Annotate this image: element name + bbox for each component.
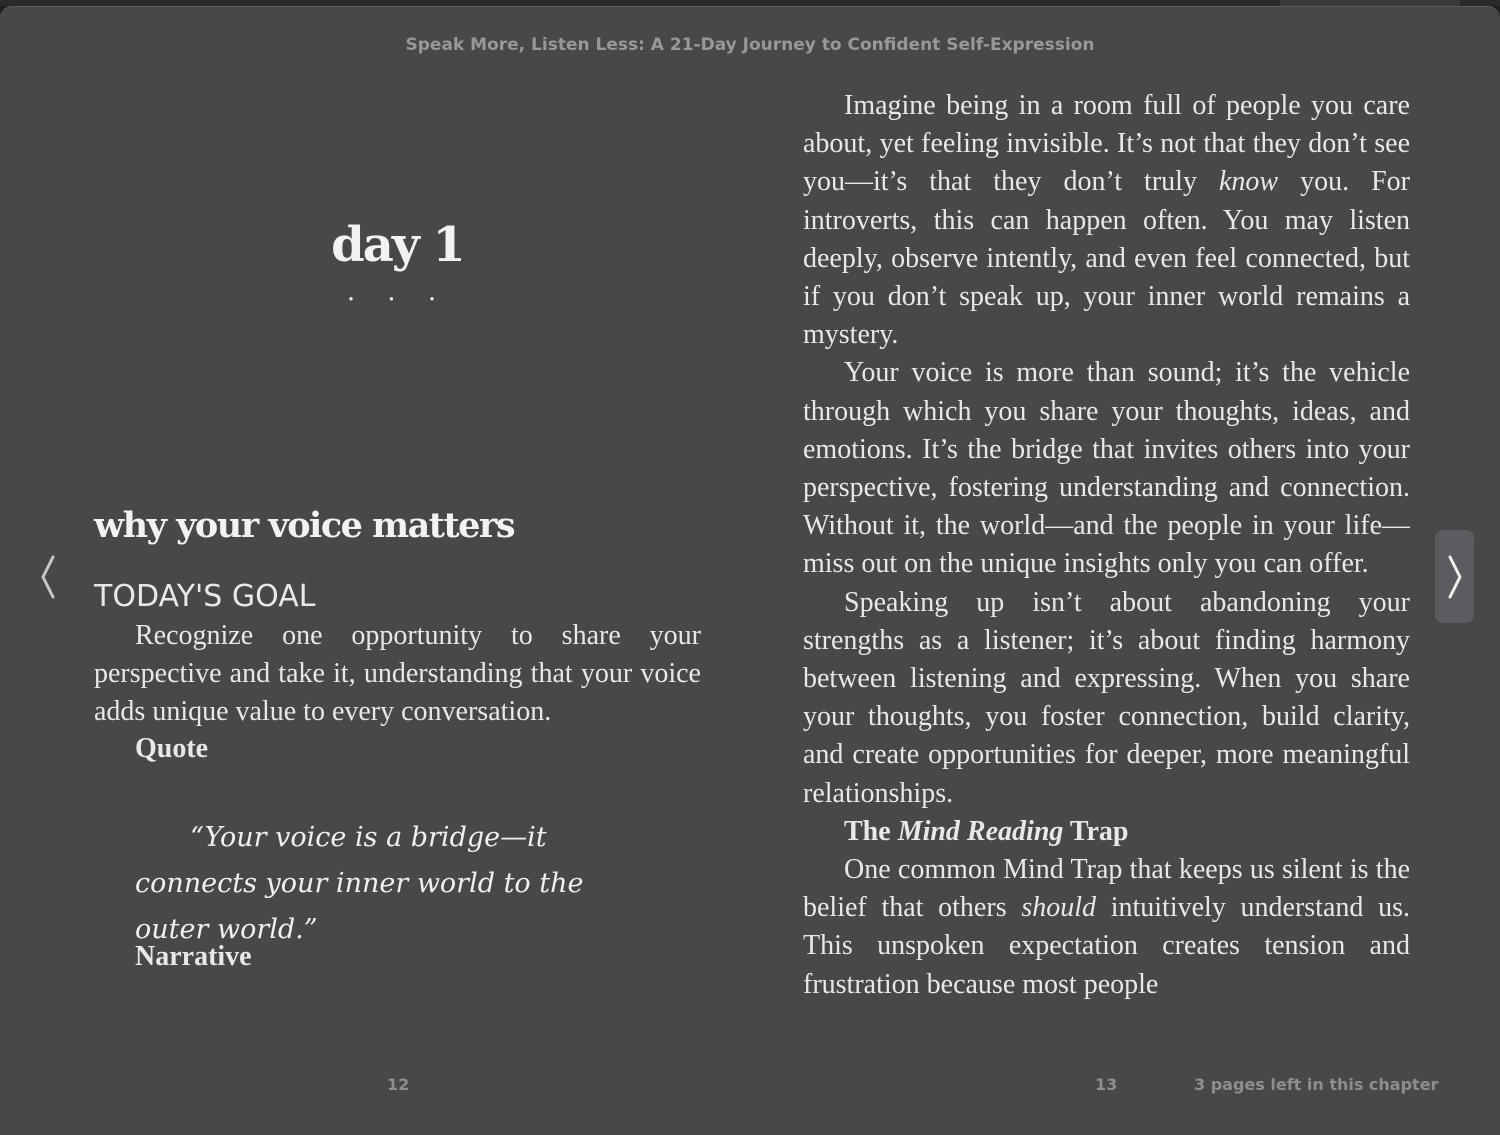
right-page-number: 13 — [1095, 1075, 1118, 1094]
quote-label: Quote — [135, 733, 209, 764]
paragraph-4-emphasis: should — [1021, 892, 1096, 924]
paragraph-1-text-b: you. For introverts, this can happen often. You may listen deeply, observe intently, and even feel connected, but if you don’t speak up, your inner world remains a mystery. — [803, 166, 1410, 351]
goal-text: Recognize one opportunity to share your perspective and take it, understanding that your voice adds unique value to every conversation. — [94, 620, 701, 728]
paragraph-1 — [803, 87, 1410, 354]
chevron-right-icon — [1445, 554, 1465, 600]
quote-text: “Your voice is a bridge—it connects your inner world to the outer world.” — [135, 822, 584, 945]
paragraph-3: Speaking up isn’t about abandoning your strengths as a listener; it’s about finding harmony between listening and expressing. When you share your thoughts, you foster connection, build clarity, and create opportunities for deeper, more meaningful relationships. — [803, 586, 1410, 809]
goal-heading: TODAY'S GOAL — [94, 579, 316, 614]
subheading-mind-reading-trap — [803, 813, 1410, 851]
paragraph-4-text-a: One common Mind Trap that keeps us silent is the belief that others — [803, 854, 1410, 924]
next-page-button[interactable] — [1435, 530, 1474, 623]
ornament-dots: · · · — [346, 285, 449, 315]
paragraph-1-text-a: Imagine being in a room full of people you care about, yet feeling invisible. It’s not that they don’t see you—it’s that they don’t truly — [803, 90, 1410, 198]
section-title: why your voice matters — [94, 505, 515, 546]
previous-page-button[interactable] — [28, 547, 68, 607]
left-page — [94, 67, 701, 1057]
day-title: day 1 — [331, 217, 464, 273]
right-page — [803, 87, 1410, 1047]
paragraph-4-text-b: intuitively understand us. This unspoken expectation creates tension and frustration because most people — [803, 892, 1410, 1000]
left-page-number: 12 — [387, 1075, 410, 1094]
subheading-text-b: Trap — [1063, 815, 1129, 847]
paragraph-1-emphasis: know — [1218, 166, 1279, 198]
subheading-text-a: The — [844, 815, 898, 847]
reader-window — [0, 6, 1500, 1135]
paragraph-2: Your voice is more than sound; it’s the vehicle through which you share your thoughts, ideas, and emotions. It’s the bridge that invites others into your perspective, fostering understanding and connection. Without it, the world—and the people in your life—miss out on the unique insights only you can offer. — [803, 357, 1410, 580]
paragraph-4 — [803, 851, 1410, 1004]
chevron-left-icon — [38, 554, 58, 600]
pages-left-indicator: 3 pages left in this chapter — [1194, 1075, 1439, 1094]
subheading-emphasis: Mind Reading — [897, 815, 1064, 847]
book-title: Speak More, Listen Less: A 21-Day Journey to Confident Self-Expression — [405, 35, 1095, 55]
narrative-label: Narrative — [135, 941, 252, 972]
